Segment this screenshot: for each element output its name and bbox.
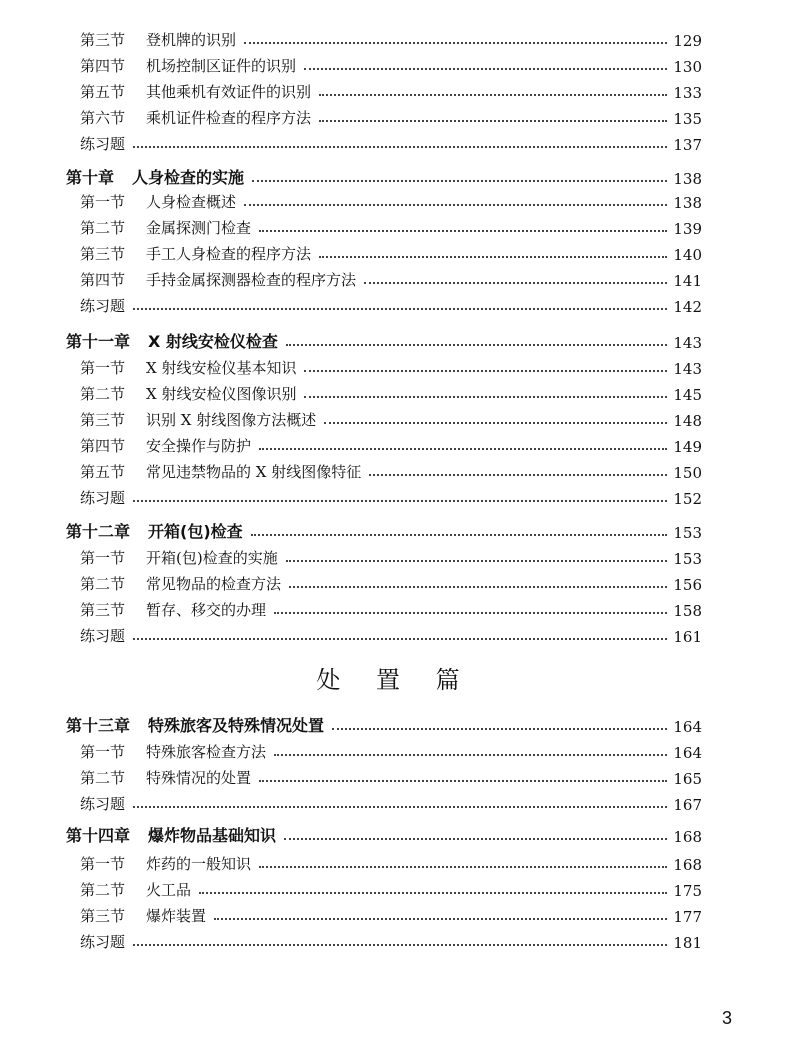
dot-leader bbox=[274, 754, 667, 756]
entry-page: 175 bbox=[673, 882, 702, 900]
toc-chapter-entry bbox=[66, 818, 702, 846]
dot-leader bbox=[133, 638, 667, 640]
entry-number: 第一节 bbox=[80, 743, 126, 761]
entry-title: 练习题 bbox=[80, 135, 126, 153]
entry-number: 第四节 bbox=[80, 271, 126, 289]
toc-chapter-entry bbox=[66, 514, 702, 542]
dot-leader bbox=[369, 474, 667, 476]
entry-title: 爆炸物品基础知识 bbox=[148, 826, 277, 845]
entry-page: 165 bbox=[673, 770, 702, 788]
entry-title: 人身检查的实施 bbox=[132, 168, 245, 187]
entry-page: 130 bbox=[673, 58, 702, 76]
entry-title: 练习题 bbox=[80, 933, 126, 951]
entry-page: 141 bbox=[673, 272, 702, 290]
toc-section-entry bbox=[80, 430, 702, 456]
part-title: 处 置 篇 bbox=[316, 666, 474, 694]
entry-page: 168 bbox=[673, 856, 702, 874]
toc-section-entry bbox=[80, 352, 702, 378]
dot-leader bbox=[133, 146, 667, 148]
entry-page: 145 bbox=[673, 386, 702, 404]
page-number: 3 bbox=[722, 1008, 733, 1028]
entry-number: 第一节 bbox=[80, 193, 126, 211]
dot-leader bbox=[133, 944, 667, 946]
entry-page: 181 bbox=[673, 934, 702, 952]
toc-section-entry bbox=[80, 762, 702, 788]
entry-title: 练习题 bbox=[80, 795, 126, 813]
dot-leader bbox=[244, 42, 667, 44]
entry-title: 常见物品的检查方法 bbox=[146, 575, 282, 593]
entry-page: 138 bbox=[673, 170, 702, 188]
entry-page: 149 bbox=[673, 438, 702, 456]
entry-title: 其他乘机有效证件的识别 bbox=[146, 83, 312, 101]
entry-title: 练习题 bbox=[80, 627, 126, 645]
dot-leader bbox=[133, 806, 667, 808]
entry-title: 手持金属探测器检查的程序方法 bbox=[146, 271, 357, 289]
dot-leader bbox=[304, 68, 667, 70]
toc-exercise-entry bbox=[80, 290, 702, 316]
entry-page: 167 bbox=[673, 796, 702, 814]
entry-page: 135 bbox=[673, 110, 702, 128]
dot-leader bbox=[259, 230, 667, 232]
entry-number: 第十四章 bbox=[66, 826, 131, 845]
entry-number: 第一节 bbox=[80, 359, 126, 377]
dot-leader bbox=[252, 180, 667, 182]
dot-leader bbox=[133, 500, 667, 502]
entry-number: 第二节 bbox=[80, 769, 126, 787]
toc-exercise-entry bbox=[80, 788, 702, 814]
entry-title: X 射线安检仪图像识别 bbox=[146, 385, 297, 403]
entry-number: 第四节 bbox=[80, 437, 126, 455]
dot-leader bbox=[289, 586, 667, 588]
entry-page: 158 bbox=[673, 602, 702, 620]
entry-page: 140 bbox=[673, 246, 702, 264]
entry-title: 手工人身检查的程序方法 bbox=[146, 245, 312, 263]
dot-leader bbox=[304, 370, 667, 372]
entry-page: 139 bbox=[673, 220, 702, 238]
dot-leader bbox=[259, 448, 667, 450]
entry-page: 150 bbox=[673, 464, 702, 482]
toc-section-entry bbox=[80, 736, 702, 762]
toc-section-entry bbox=[80, 50, 702, 76]
entry-title: 开箱(包)检查 bbox=[148, 522, 243, 541]
entry-page: 153 bbox=[673, 550, 702, 568]
toc-section-entry bbox=[80, 848, 702, 874]
entry-page: 148 bbox=[673, 412, 702, 430]
dot-leader bbox=[319, 94, 667, 96]
toc-chapter-entry bbox=[66, 324, 702, 352]
entry-title: 特殊旅客检查方法 bbox=[146, 743, 267, 761]
entry-number: 第十章 bbox=[66, 168, 115, 187]
entry-number: 第十三章 bbox=[66, 716, 131, 735]
toc-exercise-entry bbox=[80, 128, 702, 154]
entry-number: 第三节 bbox=[80, 245, 126, 263]
toc-section-entry bbox=[80, 568, 702, 594]
entry-number: 第十二章 bbox=[66, 522, 131, 541]
entry-number: 第五节 bbox=[80, 83, 126, 101]
dot-leader bbox=[286, 560, 668, 562]
entry-title: 金属探测门检查 bbox=[146, 219, 252, 237]
entry-page: 152 bbox=[673, 490, 702, 508]
toc-chapter-entry bbox=[66, 708, 702, 736]
dot-leader bbox=[133, 308, 667, 310]
entry-title: 练习题 bbox=[80, 297, 126, 315]
toc-section-entry bbox=[80, 874, 702, 900]
toc-section-entry bbox=[80, 76, 702, 102]
entry-title: 练习题 bbox=[80, 489, 126, 507]
dot-leader bbox=[319, 120, 667, 122]
entry-page: 153 bbox=[673, 524, 702, 542]
entry-page: 161 bbox=[673, 628, 702, 646]
toc-section-entry bbox=[80, 24, 702, 50]
toc-exercise-entry bbox=[80, 482, 702, 508]
entry-number: 第二节 bbox=[80, 219, 126, 237]
entry-title: 爆炸装置 bbox=[146, 907, 207, 925]
entry-number: 第一节 bbox=[80, 549, 126, 567]
dot-leader bbox=[332, 728, 667, 730]
toc-section-entry bbox=[80, 542, 702, 568]
toc-section-entry bbox=[80, 378, 702, 404]
entry-page: 164 bbox=[673, 718, 702, 736]
entry-title: 安全操作与防护 bbox=[146, 437, 252, 455]
entry-number: 第三节 bbox=[80, 411, 126, 429]
entry-title: 人身检查概述 bbox=[146, 193, 237, 211]
dot-leader bbox=[274, 612, 667, 614]
toc-section-entry bbox=[80, 212, 702, 238]
toc-exercise-entry bbox=[80, 620, 702, 646]
entry-number: 第五节 bbox=[80, 463, 126, 481]
entry-title: 特殊旅客及特殊情况处置 bbox=[148, 716, 325, 735]
entry-number: 第三节 bbox=[80, 907, 126, 925]
toc-section-entry bbox=[80, 264, 702, 290]
dot-leader bbox=[319, 256, 667, 258]
entry-page: 156 bbox=[673, 576, 702, 594]
entry-page: 138 bbox=[673, 194, 702, 212]
toc-section-entry bbox=[80, 186, 702, 212]
entry-title: 识别 X 射线图像方法概述 bbox=[146, 411, 317, 429]
dot-leader bbox=[304, 396, 667, 398]
dot-leader bbox=[259, 866, 667, 868]
entry-number: 第十一章 bbox=[66, 332, 131, 351]
entry-title: 乘机证件检查的程序方法 bbox=[146, 109, 312, 127]
entry-page: 143 bbox=[673, 334, 702, 352]
entry-number: 第三节 bbox=[80, 601, 126, 619]
dot-leader bbox=[214, 918, 667, 920]
dot-leader bbox=[324, 422, 667, 424]
dot-leader bbox=[199, 892, 667, 894]
entry-number: 第六节 bbox=[80, 109, 126, 127]
entry-number: 第二节 bbox=[80, 385, 126, 403]
dot-leader bbox=[244, 204, 667, 206]
dot-leader bbox=[259, 780, 667, 782]
entry-page: 143 bbox=[673, 360, 702, 378]
entry-page: 164 bbox=[673, 744, 702, 762]
entry-title: X 射线安检仪基本知识 bbox=[146, 359, 297, 377]
entry-number: 第一节 bbox=[80, 855, 126, 873]
entry-title: 登机牌的识别 bbox=[146, 31, 237, 49]
toc-section-entry bbox=[80, 238, 702, 264]
entry-title: 常见违禁物品的 X 射线图像特征 bbox=[146, 463, 362, 481]
entry-page: 129 bbox=[673, 32, 702, 50]
entry-page: 177 bbox=[673, 908, 702, 926]
entry-title: 特殊情况的处置 bbox=[146, 769, 252, 787]
toc-section-entry bbox=[80, 456, 702, 482]
entry-title: 暂存、移交的办理 bbox=[146, 601, 267, 619]
entry-title: 火工品 bbox=[146, 881, 192, 899]
entry-number: 第二节 bbox=[80, 881, 126, 899]
entry-page: 133 bbox=[673, 84, 702, 102]
entry-title: X 射线安检仪检查 bbox=[148, 332, 278, 351]
dot-leader bbox=[251, 534, 668, 536]
entry-number: 第三节 bbox=[80, 31, 126, 49]
dot-leader bbox=[284, 838, 667, 840]
entry-page: 142 bbox=[673, 298, 702, 316]
dot-leader bbox=[286, 344, 667, 346]
entry-number: 第二节 bbox=[80, 575, 126, 593]
toc-exercise-entry bbox=[80, 926, 702, 952]
toc-section-entry bbox=[80, 594, 702, 620]
toc-chapter-entry bbox=[66, 160, 702, 188]
toc-section-entry bbox=[80, 102, 702, 128]
dot-leader bbox=[364, 282, 667, 284]
toc-section-entry bbox=[80, 900, 702, 926]
toc-section-entry bbox=[80, 404, 702, 430]
entry-number: 第四节 bbox=[80, 57, 126, 75]
entry-title: 炸药的一般知识 bbox=[146, 855, 252, 873]
entry-page: 137 bbox=[673, 136, 702, 154]
entry-title: 机场控制区证件的识别 bbox=[146, 57, 297, 75]
entry-page: 168 bbox=[673, 828, 702, 846]
entry-title: 开箱(包)检查的实施 bbox=[146, 549, 278, 567]
